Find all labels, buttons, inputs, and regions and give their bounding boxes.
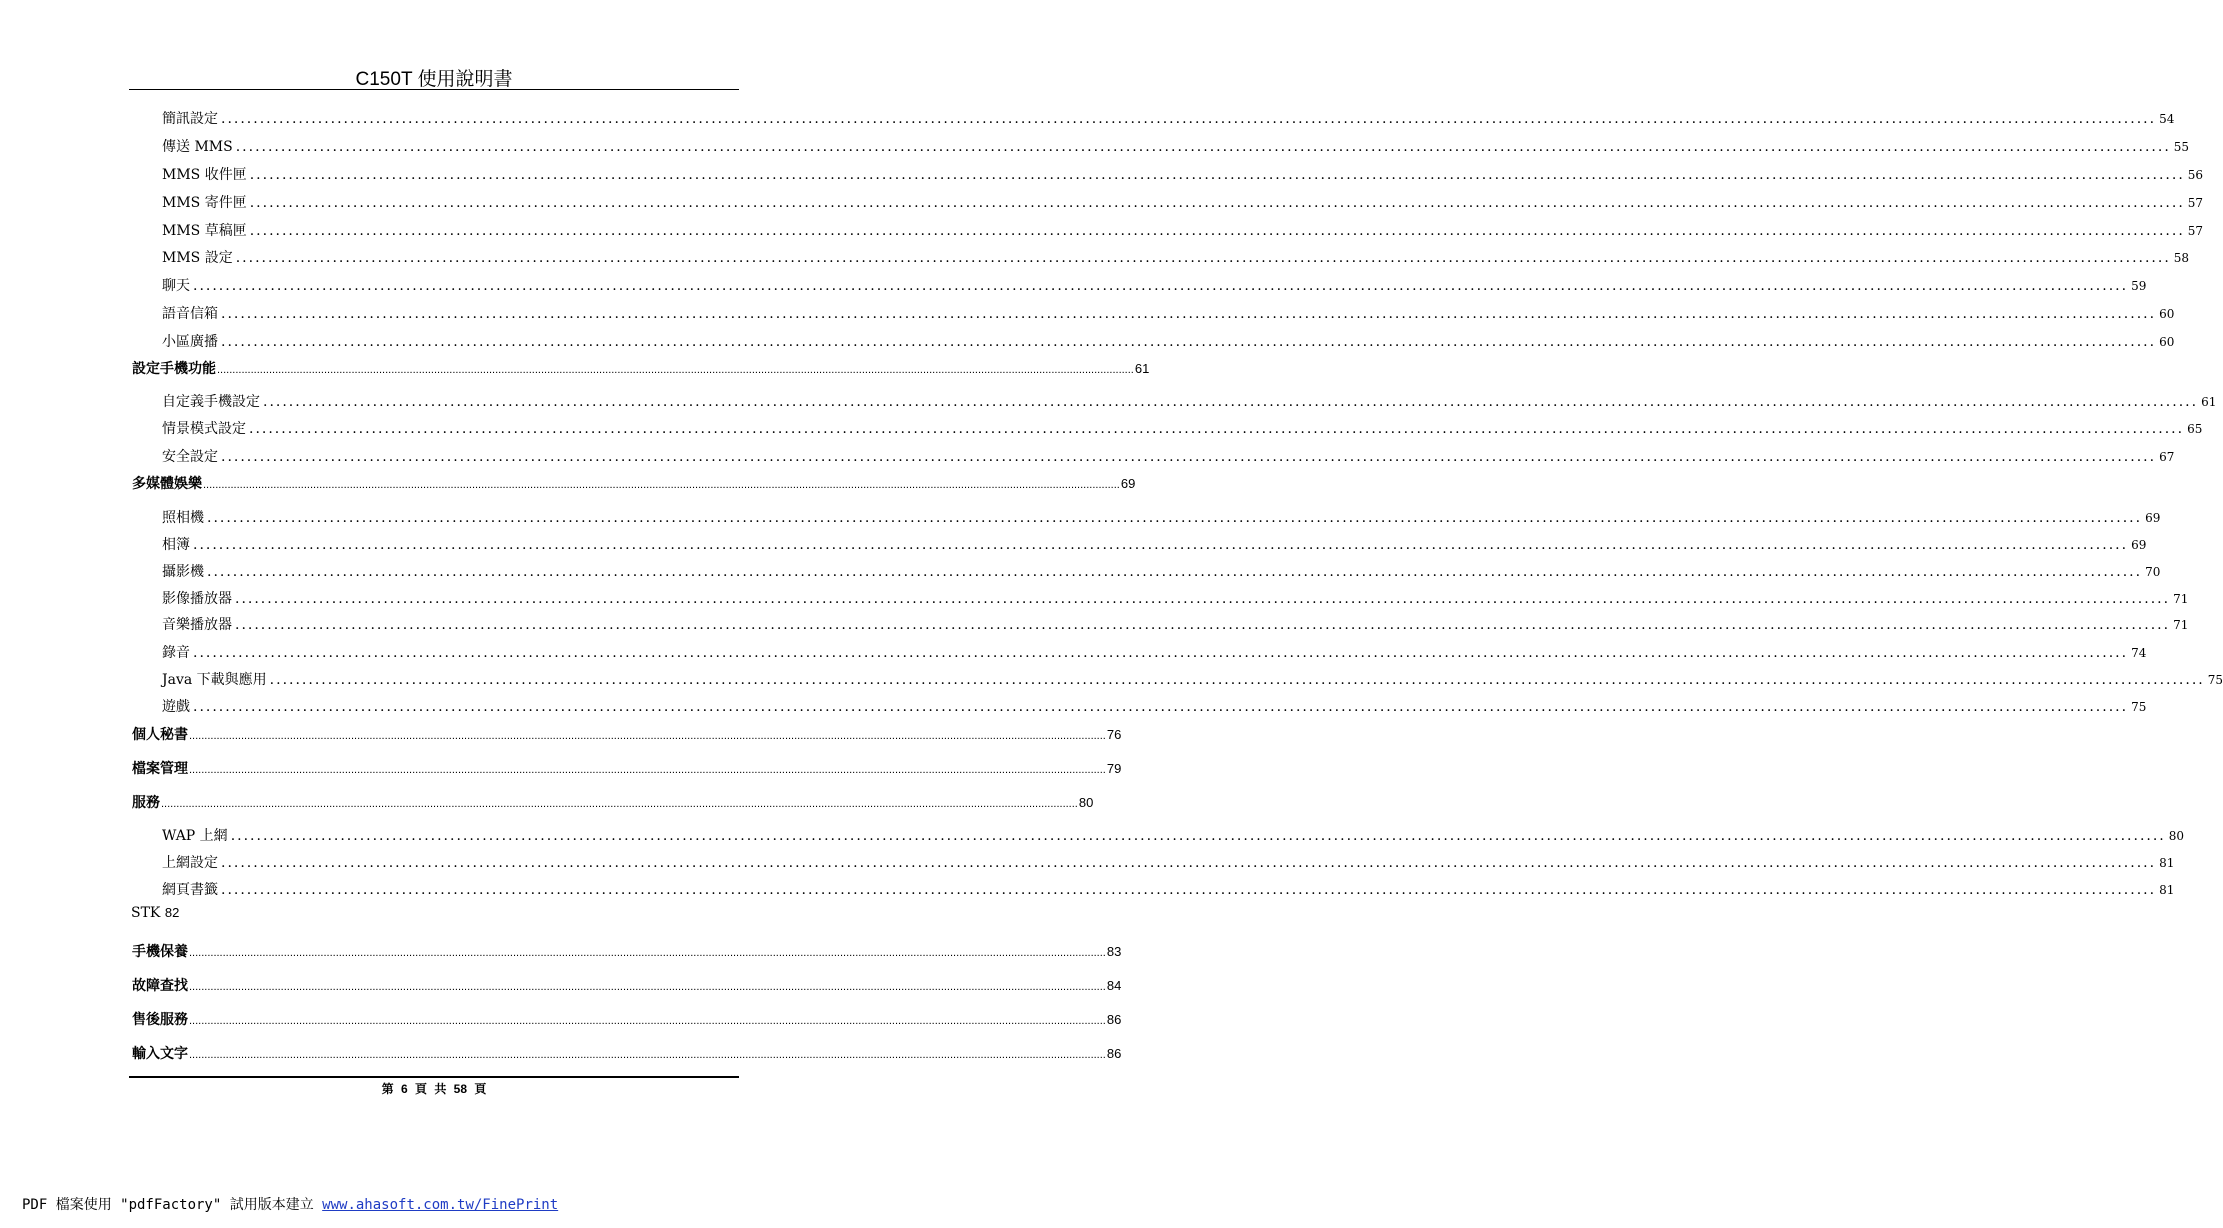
toc-leader-dots: ............................................................................................................................................................................................................................................................................................................ [207,564,2143,580]
toc-entry-page: 82 [164,905,180,920]
toc-entry[interactable] [162,879,2175,899]
toc-entry-label: 照相機 [162,510,204,526]
toc-entry-label: WAP 上網 [162,828,228,844]
toc-entry-label: MMS 草稿匣 [162,223,247,239]
toc-entry-label: STK [131,905,161,921]
toc-entry-label: 服務 [132,794,160,810]
toc-leader-dots: ............................................................................................................................................................................................................................................................................................................ [221,855,2157,871]
toc-entry[interactable] [162,446,2175,466]
toc-entry[interactable] [132,1043,1122,1063]
toc-entry-label: 設定手機功能 [132,360,216,376]
toc-entry-label: 情景模式設定 [162,421,246,437]
toc-entry-label: Java 下載與應用 [162,672,267,688]
toc-entry-label: 故障查找 [132,977,188,993]
toc-leader-dots: ............................................................................................................................................................................................................................................................................................................ [249,167,2185,183]
toc-entry-label: 上網設定 [162,855,218,871]
toc-entry-label: 小區廣播 [162,334,218,350]
toc-entry-page: 67 [2159,450,2175,464]
toc-entry[interactable] [162,247,2190,267]
toc-leader-dots: ............................................................................................................................................................................................................................................................................................................ [235,617,2171,633]
toc-entry-page: 69 [2131,538,2147,552]
toc-entry-label: 聊天 [162,278,190,294]
pdf-watermark-note [22,1194,558,1214]
toc-leader-dots: ............................................................................................................................................................................................................................................................................................................ [189,730,1106,742]
toc-entry-label: 遊戲 [162,699,190,715]
toc-leader-dots: ............................................................................................................................................................................................................................................................................................................ [161,798,1078,810]
toc-entry[interactable] [132,975,1122,995]
toc-leader-dots: ............................................................................................................................................................................................................................................................................................................ [189,947,1106,959]
toc-entry-label: 多媒體娛樂 [132,475,202,491]
toc-entry-label: 售後服務 [132,1011,188,1027]
toc-entry-page: 54 [2159,112,2175,126]
toc-leader-dots: ............................................................................................................................................................................................................................................................................................................ [193,278,2129,294]
toc-leader-dots: ............................................................................................................................................................................................................................................................................................................ [249,195,2185,211]
pdf-note-link[interactable]: www.ahasoft.com.tw/FinePrint [322,1197,559,1213]
toc-entry-page: 59 [2131,279,2147,293]
toc-entry[interactable] [162,108,2175,128]
toc-entry[interactable] [132,792,1094,812]
toc-entry-page: 76 [1106,727,1122,742]
toc-entry[interactable] [162,275,2147,295]
toc-entry-page: 69 [2145,511,2161,525]
toc-leader-dots: ............................................................................................................................................................................................................................................................................................................ [221,111,2157,127]
toc-leader-dots: ............................................................................................................................................................................................................................................................................................................ [193,537,2129,553]
toc-entry-page: 61 [1134,361,1150,376]
toc-entry-page: 60 [2159,307,2175,321]
toc-entry[interactable] [162,507,2161,527]
toc-entry[interactable] [162,561,2161,581]
toc-entry-page: 65 [2187,422,2203,436]
toc-leader-dots: ............................................................................................................................................................................................................................................................................................................ [249,223,2185,239]
toc-leader-dots: ............................................................................................................................................................................................................................................................................................................ [207,510,2143,526]
toc-entry[interactable] [162,136,2190,156]
toc-entry-label: 語音信箱 [162,306,218,322]
toc-entry[interactable] [162,164,2204,184]
toc-entry-page: 75 [2131,700,2147,714]
toc-leader-dots: ............................................................................................................................................................................................................................................................................................................ [263,394,2199,410]
toc-entry-label: 輸入文字 [132,1045,188,1061]
toc-leader-dots: ............................................................................................................................................................................................................................................................................................................ [249,421,2185,437]
toc-entry-page: 71 [2173,592,2189,606]
toc-leader-dots: ............................................................................................................................................................................................................................................................................................................ [217,364,1134,376]
toc-entry-page: 83 [1106,944,1122,959]
toc-entry-label: MMS 收件匣 [162,167,247,183]
toc-entry-page: 81 [2159,856,2175,870]
toc-entry-page: 55 [2173,140,2190,154]
toc-entry-page: 71 [2173,618,2189,632]
toc-leader-dots: ............................................................................................................................................................................................................................................................................................................ [269,672,2205,688]
toc-leader-dots: ............................................................................................................................................................................................................................................................................................................ [189,1015,1106,1027]
toc-entry-label: 影像播放器 [162,591,232,607]
toc-entry[interactable] [162,696,2147,716]
toc-entry-label: MMS 設定 [162,250,233,266]
toc-entry[interactable] [132,724,1122,744]
toc-entry-page: 75 [2207,673,2223,687]
toc-leader-dots: ............................................................................................................................................................................................................................................................................................................ [235,250,2171,266]
toc-entry-label: 檔案管理 [132,760,188,776]
toc-leader-dots: ............................................................................................................................................................................................................................................................................................................ [221,449,2157,465]
toc-entry-label: 安全設定 [162,449,218,465]
toc-entry-label: 攝影機 [162,564,204,580]
toc-entry[interactable] [132,473,1136,493]
toc-entry-page: 58 [2173,251,2190,265]
toc-entry[interactable] [162,534,2147,554]
toc-entry-page: 60 [2159,335,2175,349]
toc-entry-page: 61 [2201,395,2217,409]
toc-entry-label: 音樂播放器 [162,617,232,633]
toc-entry-page: 84 [1106,978,1122,993]
toc-entry-page: 79 [1106,761,1122,776]
toc-entry-label: 手機保養 [132,943,188,959]
toc-entry[interactable] [162,852,2175,872]
toc-entry[interactable] [162,588,2189,608]
toc-entry-label: 傳送 MMS [162,139,233,155]
toc-entry-label: MMS 寄件匣 [162,195,247,211]
toc-leader-dots: ............................................................................................................................................................................................................................................................................................................ [189,1049,1106,1061]
toc-entry-page: 74 [2131,646,2147,660]
toc-leader-dots: ............................................................................................................................................................................................................................................................................................................ [235,139,2171,155]
header-divider [129,89,739,90]
toc-entry[interactable] [162,220,2204,240]
toc-entry[interactable] [132,941,1122,961]
page-number: 第 6 頁 共 58 頁 [381,1082,487,1096]
toc-entry-label: 錄音 [162,645,190,661]
toc-entry[interactable] [162,825,2185,845]
toc-leader-dots: ............................................................................................................................................................................................................................................................................................................ [193,645,2129,661]
toc-entry-label: 網頁書籤 [162,882,218,898]
toc-entry-page: 86 [1106,1046,1122,1061]
toc-entry[interactable] [132,358,1150,378]
toc-entry-page: 57 [2187,196,2204,210]
toc-entry-page: 81 [2159,883,2175,897]
toc-entry[interactable] [162,331,2175,351]
toc-entry[interactable] [132,1009,1122,1029]
toc-leader-dots: ............................................................................................................................................................................................................................................................................................................ [193,699,2129,715]
toc-leader-dots: ............................................................................................................................................................................................................................................................................................................ [221,306,2157,322]
toc-entry-page: 70 [2145,565,2161,579]
toc-entry-label: 自定義手機設定 [162,394,260,410]
toc-entry-label: 簡訊設定 [162,111,218,127]
toc-entry[interactable] [162,303,2175,323]
pdf-note-text: PDF 檔案使用 "pdfFactory" 試用版本建立 [22,1197,314,1213]
toc-entry[interactable] [162,614,2189,634]
toc-leader-dots: ............................................................................................................................................................................................................................................................................................................ [230,828,2166,844]
toc-entry[interactable] [162,418,2203,438]
toc-entry-stk[interactable] [131,905,179,921]
toc-entry[interactable] [162,669,2223,689]
toc-entry-page: 69 [1120,476,1136,491]
toc-entry-label: 個人秘書 [132,726,188,742]
footer-divider [129,1076,739,1078]
toc-entry-page: 80 [2168,829,2185,843]
toc-entry[interactable] [162,391,2217,411]
toc-leader-dots: ............................................................................................................................................................................................................................................................................................................ [189,764,1106,776]
toc-leader-dots: ............................................................................................................................................................................................................................................................................................................ [189,981,1106,993]
toc-leader-dots: ............................................................................................................................................................................................................................................................................................................ [203,479,1120,491]
toc-entry[interactable] [162,192,2204,212]
toc-entry-page: 56 [2187,168,2204,182]
page-header-title: C150T 使用說明書 [355,69,513,90]
toc-entry-page: 86 [1106,1012,1122,1027]
toc-entry[interactable] [132,758,1122,778]
toc-entry-page: 57 [2187,224,2204,238]
toc-leader-dots: ............................................................................................................................................................................................................................................................................................................ [235,591,2171,607]
toc-leader-dots: ............................................................................................................................................................................................................................................................................................................ [221,334,2157,350]
toc-leader-dots: ............................................................................................................................................................................................................................................................................................................ [221,882,2157,898]
toc-entry-page: 80 [1078,795,1094,810]
toc-entry-label: 相簿 [162,537,190,553]
toc-entry[interactable] [162,642,2147,662]
